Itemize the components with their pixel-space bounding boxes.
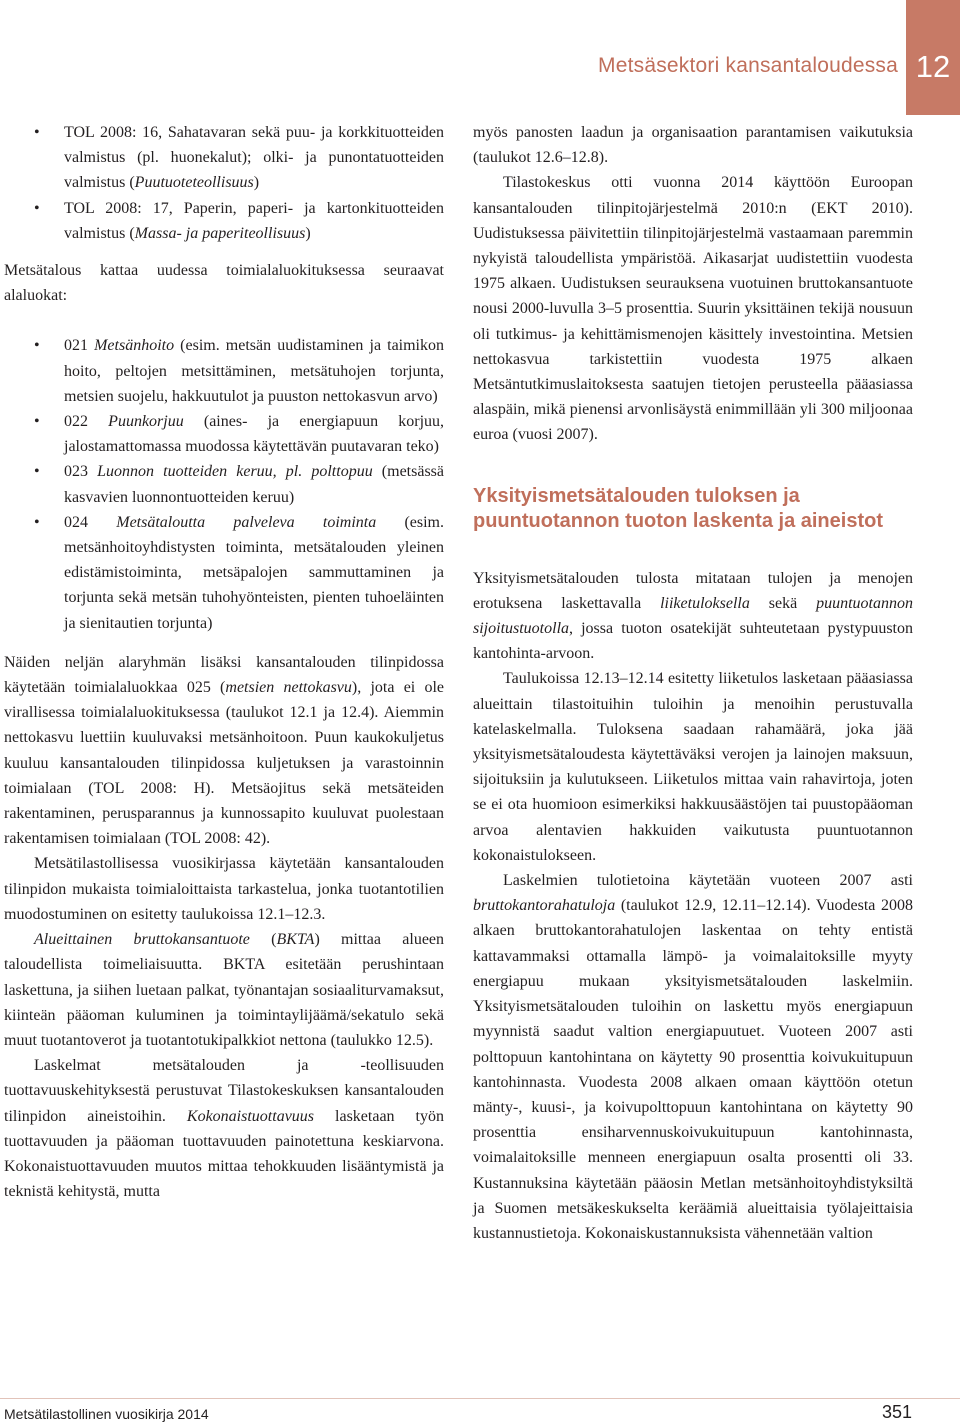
right-column [473, 120, 913, 1246]
running-title: Metsäsektori kansantaloudessa [598, 54, 898, 77]
chapter-number-badge [906, 0, 960, 115]
body-paragraph: Alueittainen bruttokansantuote (BKTA) mittaa alueen taloudellista toimeliaisuutta. BKTA esitetään perushintaan laskettuna, ja siihen luetaan palkat, työnantajan sosiaaliturvamaksut, kiinteän pääoman kuluminen ja toimintaylijäämä/sekatulo sekä muut tuotantoverot ja tuotantotukipalkkiot nettona (taulukko 12.5). [4, 931, 445, 1049]
bullet-list-main [4, 333, 444, 635]
body-paragraph: Metsätilastollisessa vuosikirjassa käytetään kansantalouden tilinpidon mukaista toimialoittaista tarkastelua, jonka tuotantotilien muodostuminen on esitetty taulukoissa 12.1–12.3. [4, 855, 444, 923]
list-item: • 024 Metsätaloutta palveleva toiminta (esim. metsänhoitoyhdistysten toiminta, metsätalouden yleinen edistämistoiminta, metsäpalojen sammuttaminen ja torjunta sekä metsän tuhohyönteisten, pienten tuhoeläinten ja sienitautien torjunta) [4, 510, 444, 636]
body-paragraph: Tilastokeskus otti vuonna 2014 käyttöön Euroopan kansantalouden tilinpitojärjestelmä 2010:n (EKT 2010). Uudistuksessa päivitettiin tilinpitojärjestelmä vastaamaan paremmin nykyistä taloudellista ympäristöä. Aikasarjat uudistettiin vuodesta 1975 alkaen. Uudistuksen seurauksena vuotuinen bruttokansantuote nousi 2000-luvulla 3–5 prosenttia. Suurin yksittäinen tekijä nousuun oli tutkimus- ja kehittämismenojen käsittely investointina. Metsien nettokasvua tarkistettiin vuodesta 1975 alkaen Metsäntutkimuslaitoksesta saatujen tietojen perusteella pääasiassa alaspäin, mikä pienensi arvonlisäystä enimmillään yli 300 miljoonaa euroa (vuosi 2007). [473, 174, 913, 444]
body-paragraph: Taulukoissa 12.13–12.14 esitetty liiketulos lasketaan pääasiassa alueittain tilastoituihin tuloihin ja menoihin perustuvalla katelaskelmalla. Tuloksena saadaan rahamäärä, joka jää yksityismetsätaloudesta käytettäväksi verojen ja lainojen maksuun, sijoituksiin ja kulutukseen. Liiketulos mittaa vain rahavirtoja, joten se ei ota huomioon esimerkiksi hakkuusäästöjen tai puustopääoman arvoa alentavien hakkuiden vaikutusta puuntuotannon kokonaistulokseen. [473, 670, 913, 864]
footer-divider [0, 1398, 960, 1399]
list-item: • 021 Metsänhoito (esim. metsän uudistaminen ja taimikon hoito, peltojen metsittäminen, metsätuhojen torjunta, metsien suojelu, hakkuutulot ja puuston nettokasvun arvo) [4, 333, 444, 409]
list-item: • 022 Puunkorjuu (aines- ja energiapuun korjuu, jalostamattomassa muodossa käytettävän puutavaran teko) [4, 409, 444, 459]
bullet-list-top [4, 120, 444, 246]
body-paragraph: Näiden neljän alaryhmän lisäksi kansantalouden tilinpidossa käytetään toimialaluokkaa 025 (metsien nettokasvu), jota ei ole virallisessa toimialaluokituksessa (taulukot 12.1 ja 12.4). Aiemmin nettokasvu luettiin kuuluvaksi metsänhoitoon. Puun kaukokuljetus kuuluu kansantalouden tilinpidossa kuljetuksen ja varastoinnin toimialaan (TOL 2008: H). Metsäojitus sekä metsäteiden rakentaminen, perusparannus ja kunnossapito kuuluvat puolestaan rakentamisen toimialaan (TOL 2008: 42). [4, 653, 445, 848]
body-paragraph: Laskelmien tulotietoina käytetään vuoteen 2007 asti bruttokantorahatuloja (taulukot 12.9, 12.11–12.14). Vuodesta 2008 alkaen bruttokantorahatulojen laskentaa on tehty entistä kattavammaksi ottamalla lämpö- ja voimalaitoksille myyty energiapuu mukaan yksityismetsätalouden laskelmiin. Yksityismetsätalouden tuloihin on laskettu myös energiapuun myynnistä saadut valtion energiapuutuet. Vuoteen 2007 asti polttopuun kantohintana on käytetty 90 prosenttia koivukuitupuun kantohinnasta. Vuodesta 2008 alkaen omaan käyttöön otetun mänty-, kuusi-, ja koivupolttopuun kantohintana on käytetty 90 prosenttia ensiharvennuskoivukuitupuun kantohinnasta, voimalaitoksille menneen energiapuun osalta prosentti oli 33. Kustannuksina käytetään pääosin Metlan metsänhoitoyhdistyksiltä ja Suomen metsäkeskukselta keräämiä alueittaisia työlajeittaisia kustannustietoja. Kokonaiskustannuksista vähennetään valtion [473, 872, 913, 1242]
list-item: • 023 Luonnon tuotteiden keruu, pl. polttopuu (metsässä kasvavien luonnontuotteiden keruu) [4, 459, 444, 509]
body-paragraph: Yksityismetsätalouden tulosta mitataan tulojen ja menojen erotuksena laskettavalla liiketuloksella sekä puuntuotannon sijoitustuotolla, jossa tuoton osatekijät suhteutetaan pystypuuston kantohinta-arvoon. [473, 569, 913, 663]
chapter-number: 12 [915, 49, 951, 84]
body-paragraph: Laskelmat metsätalouden ja -teollisuuden tuottavuuskehityksestä perustuvat Tilastokeskuksen kansantalouden tilinpidon aineistoihin. Kokonaistuottavuus lasketaan työn tuottavuuden ja pääoman tuottavuuden painotettuna keskiarvona. Kokonaistuottavuuden muutos mittaa tehokkuuden lisääntymistä ja teknistä kehitystä, mutta [4, 1057, 444, 1201]
section-heading: Yksityismetsätalouden tuloksen ja puuntuotannon tuoton laskenta ja aineistot [473, 484, 883, 532]
list-item: • TOL 2008: 17, Paperin, paperi- ja kartonkituotteiden valmistus (Massa- ja paperiteollisuus) [4, 196, 444, 246]
page-number: 351 [881, 1402, 912, 1422]
list-item: • TOL 2008: 16, Sahatavaran sekä puu- ja korkkituotteiden valmistus (pl. huonekalut); olki- ja punontatuotteiden valmistus (Puutuoteteollisuus) [4, 120, 444, 196]
intro-paragraph: Metsätalous kattaa uudessa toimialaluokituksessa seuraavat alaluokat: [4, 262, 444, 305]
footer-publication: Metsätilastollinen vuosikirja 2014 [4, 1406, 209, 1422]
body-paragraph: myös panosten laadun ja organisaation parantamisen vaikutuksia (taulukot 12.6–12.8). [473, 124, 913, 167]
left-column [4, 120, 444, 1204]
